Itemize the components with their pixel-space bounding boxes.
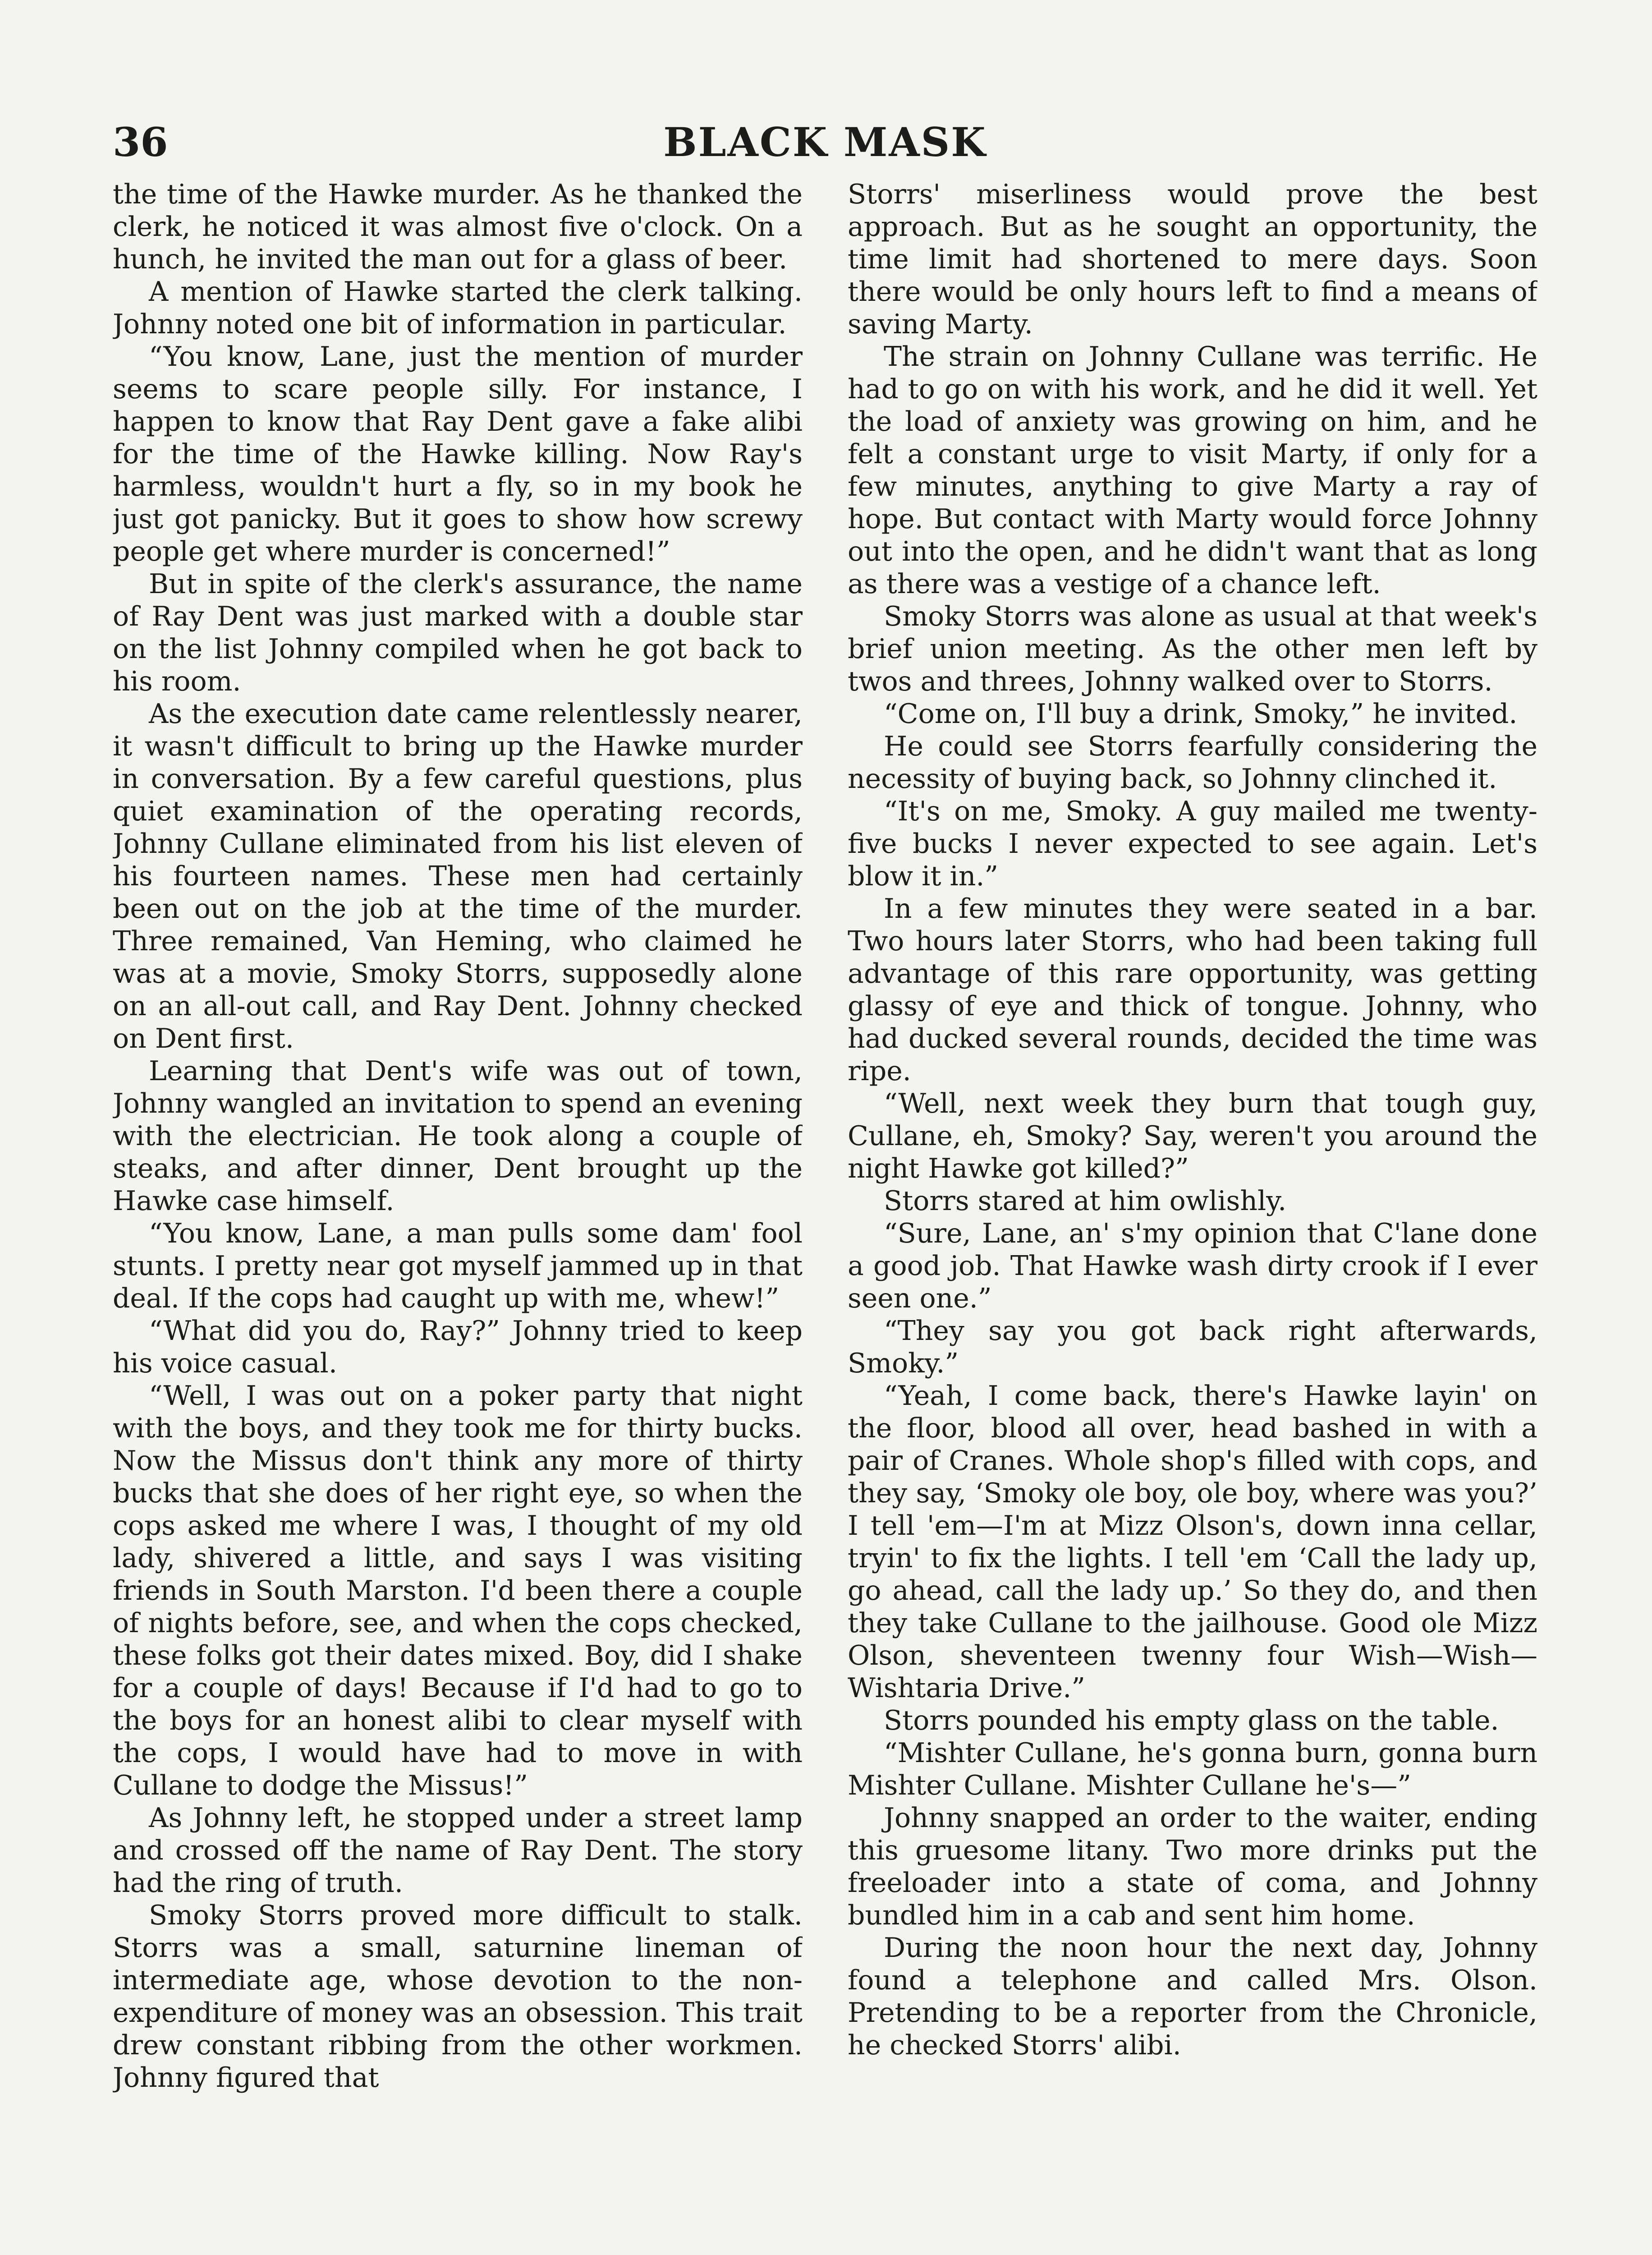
paragraph: “You know, Lane, a man pulls some dam' fool stunts. I pretty near got myself jammed up in that deal. If the cops had caught up with me, whew!” — [113, 1218, 803, 1314]
paragraph: “Yeah, I come back, there's Hawke layin' on the floor, blood all over, head bashed in with a pair of Cranes. Whole shop's filled with cops, and they say, ‘Smoky ole boy, ole boy, where was you?’ I tell 'em—I'm at Mizz Olson's, down inna cellar, tryin' to fix the lights. I tell 'em ‘Call the lady up, go ahead, call the lady up.’ So they do, and then they take Cullane to the jailhouse. Good ole Mizz Olson, sheventeen twenny four Wish—Wish—Wishtaria Drive.” — [848, 1380, 1537, 1704]
left-column — [113, 178, 803, 2255]
paragraph: Smoky Storrs was alone as usual at that week's brief union meeting. As the other men left by twos and threes, Johnny walked over to Storrs. — [848, 601, 1537, 697]
paragraph: Johnny snapped an order to the waiter, ending this gruesome litany. Two more drinks put the freeloader into a state of coma, and Johnny bundled him in a cab and sent him home. — [848, 1802, 1537, 1931]
paragraph: “Come on, I'll buy a drink, Smoky,” he invited. — [884, 698, 1518, 730]
paragraph: “Well, next week they burn that tough guy, Cullane, eh, Smoky? Say, weren't you around the night Hawke got killed?” — [848, 1088, 1537, 1184]
paragraph: As Johnny left, he stopped under a street lamp and crossed off the name of Ray Dent. The story had the ring of truth. — [113, 1802, 803, 1899]
paragraph: But in spite of the clerk's assurance, the name of Ray Dent was just marked with a double star on the list Johnny compiled when he got back to his room. — [113, 568, 803, 697]
page-header — [113, 113, 1537, 171]
paragraph: Storrs stared at him owlishly. — [884, 1185, 1287, 1217]
paragraph: “Mishter Cullane, he's gonna burn, gonna burn Mishter Cullane. Mishter Cullane he's—” — [848, 1737, 1537, 1801]
paragraph: During the noon hour the next day, Johnny found a telephone and called Mrs. Olson. Pretending to be a reporter from the Chronicle, he checked Storrs' alibi. — [848, 1932, 1537, 2061]
paragraph: A mention of Hawke started the clerk talking. Johnny noted one bit of information in particular. — [113, 276, 803, 340]
paragraph: “You know, Lane, just the mention of murder seems to scare people silly. For instance, I happen to know that Ray Dent gave a fake alibi for the time of the Hawke killing. Now Ray's harmless, wouldn't hurt a fly, so in my book he just got panicky. But it goes to show how screwy people get where murder is concerned!” — [113, 341, 803, 567]
page-number: 36 — [113, 119, 168, 166]
paragraph: Learning that Dent's wife was out of town, Johnny wangled an invitation to spend an evening with the electrician. He took along a couple of steaks, and after dinner, Dent brought up the Hawke case himself. — [113, 1055, 803, 1217]
paragraph: Storrs pounded his empty glass on the table. — [884, 1705, 1499, 1736]
paragraph: “They say you got back right afterwards, Smoky.” — [848, 1315, 1537, 1379]
paragraph: The strain on Johnny Cullane was terrific. He had to go on with his work, and he did it well. Yet the load of anxiety was growing on him, and he felt a constant urge to visit Marty, if only for a few minutes, anything to give Marty a ray of hope. But contact with Marty would force Johnny out into the open, and he didn't want that as long as there was a vestige of a chance left. — [848, 341, 1537, 600]
paragraph: In a few minutes they were seated in a bar. Two hours later Storrs, who had been taking full advantage of this rare opportunity, was getting glassy of eye and thick of tongue. Johnny, who had ducked several rounds, decided the time was ripe. — [848, 893, 1537, 1087]
paragraph: As the execution date came relentlessly nearer, it wasn't difficult to bring up the Hawke murder in conversation. By a few careful questions, plus quiet examination of the operating records, Johnny Cullane eliminated from his list eleven of his fourteen names. These men had certainly been out on the job at the time of the murder. Three remained, Van Heming, who claimed he was at a movie, Smoky Storrs, supposedly alone on an all-out call, and Ray Dent. Johnny checked on Dent first. — [113, 698, 803, 1054]
paragraph: “It's on me, Smoky. A guy mailed me twenty-five bucks I never expected to see again. Let's blow it in.” — [848, 796, 1537, 892]
paragraph: the time of the Hawke murder. As he thanked the clerk, he noticed it was almost five o'clock. On a hunch, he invited the man out for a glass of beer. — [113, 179, 803, 275]
paragraph: “What did you do, Ray?” Johnny tried to keep his voice casual. — [113, 1315, 803, 1379]
paragraph: Smoky Storrs proved more difficult to stalk. Storrs was a small, saturnine lineman of intermediate age, whose devotion to the non-expenditure of money was an obsession. This trait drew constant ribbing from the other workmen. Johnny figured that — [113, 1900, 803, 2094]
paragraph: “Well, I was out on a poker party that night with the boys, and they took me for thirty bucks. Now the Missus don't think any more of thirty bucks that she does of her right eye, so when the cops asked me where I was, I thought of my old lady, shivered a little, and says I was visiting friends in South Marston. I'd been there a couple of nights before, see, and when the cops checked, these folks got their dates mixed. Boy, did I shake for a couple of days! Because if I'd had to go to the boys for an honest alibi to clear myself with the cops, I would have had to move in with Cullane to dodge the Missus!” — [113, 1380, 803, 1801]
right-column — [848, 178, 1537, 2255]
paragraph: He could see Storrs fearfully considering the necessity of buying back, so Johnny clinched it. — [848, 731, 1537, 795]
paragraph: Storrs' miserliness would prove the best approach. But as he sought an opportunity, the time limit had shortened to mere days. Soon there would be only hours left to find a means of saving Marty. — [848, 179, 1537, 340]
magazine-title: BLACK MASK — [663, 119, 987, 166]
paragraph: “Sure, Lane, an' s'my opinion that C'lane done a good job. That Hawke wash dirty crook if I ever seen one.” — [848, 1218, 1537, 1314]
